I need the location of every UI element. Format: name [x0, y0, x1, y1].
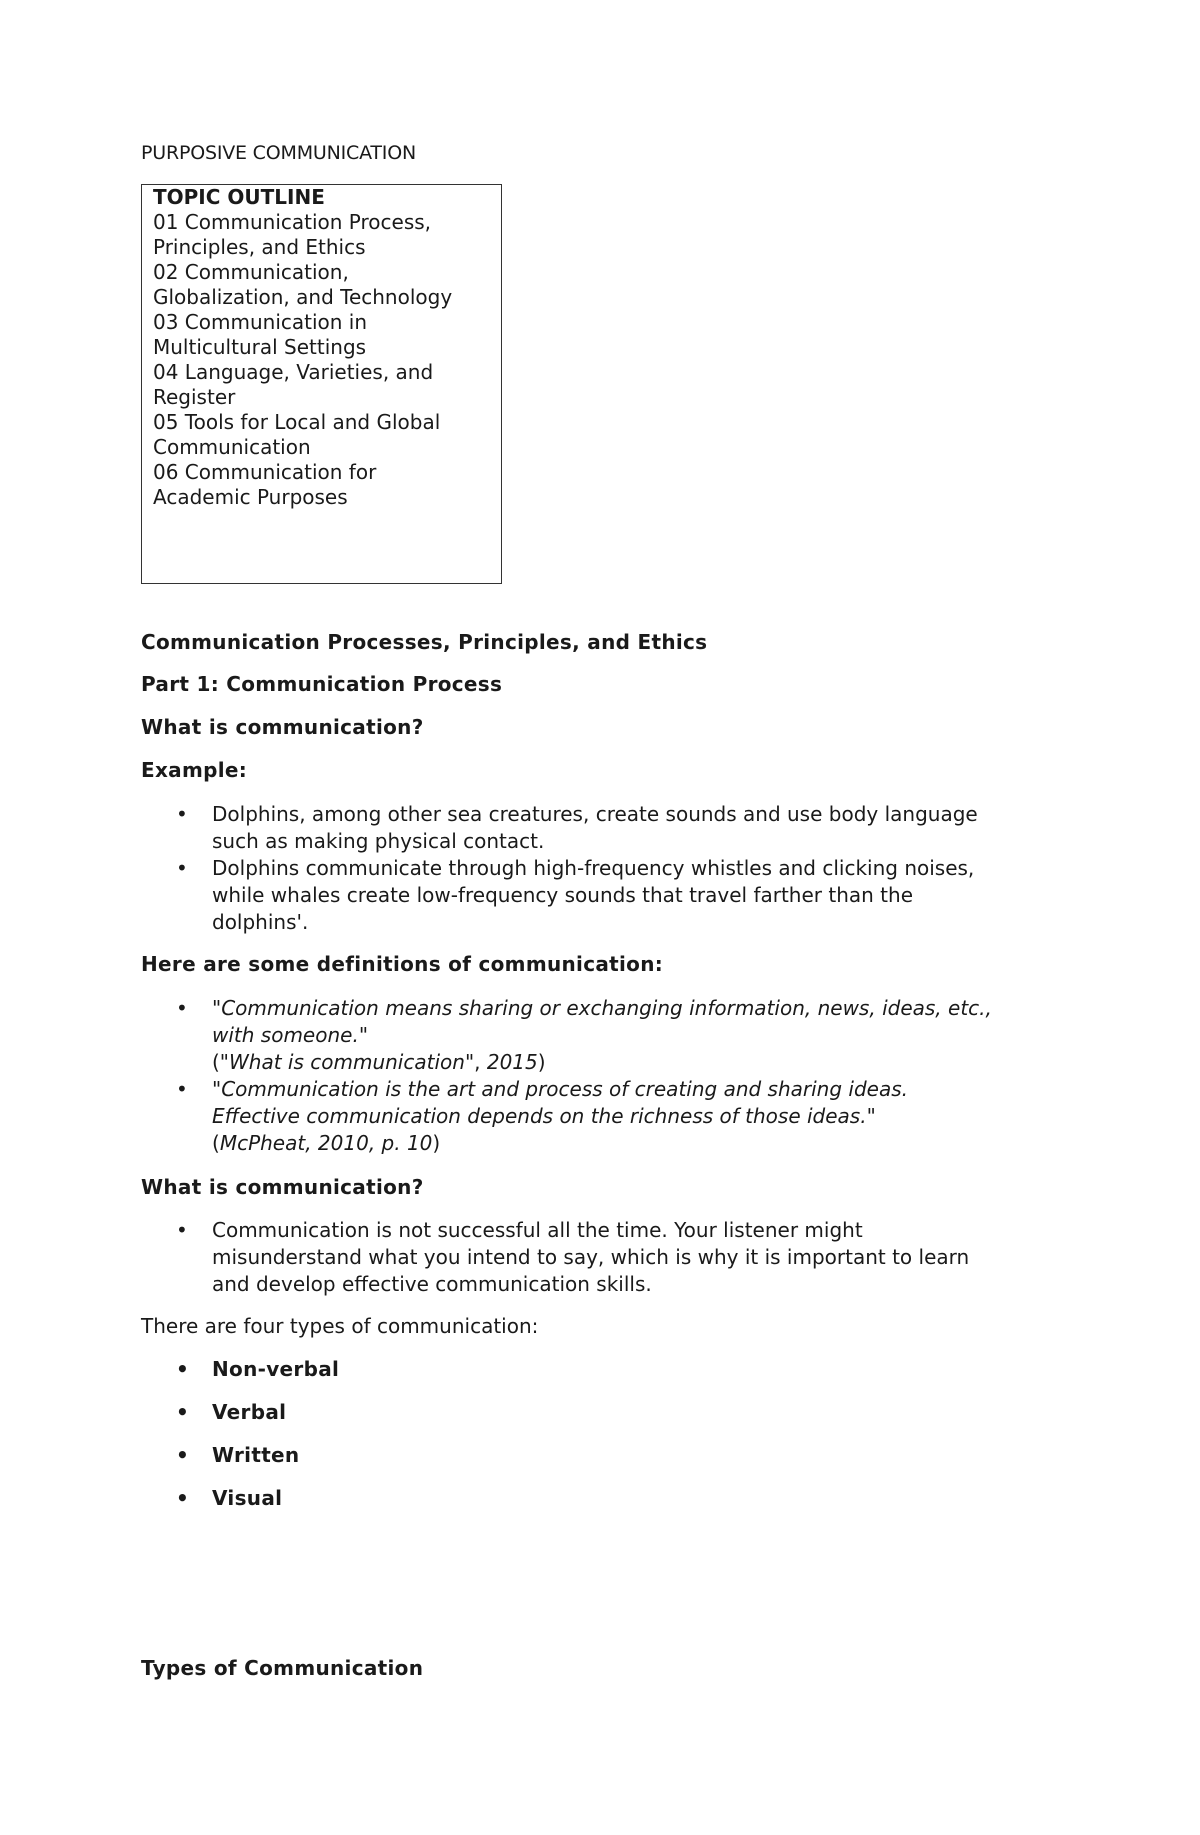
quote-mark: ": [212, 996, 222, 1020]
part-heading: Part 1: Communication Process: [141, 672, 503, 696]
bullet-icon: •: [176, 856, 188, 880]
definition-quote: Effective communication depends on the richness of those ideas.: [212, 1104, 867, 1128]
bullet-icon: •: [176, 1357, 190, 1381]
list-item-line: dolphins'.: [212, 910, 309, 934]
question-heading: What is communication?: [141, 715, 424, 739]
outline-line: Register: [153, 385, 236, 409]
bullet-icon: •: [176, 1400, 190, 1424]
outline-line: 02 Communication,: [153, 260, 349, 284]
bullet-icon: •: [176, 996, 188, 1020]
list-item-line: and develop effective communication skills.: [212, 1272, 652, 1296]
list-item: [141, 801, 1061, 855]
citation-year: 2015: [486, 1050, 538, 1074]
type-label: Non-verbal: [212, 1357, 340, 1381]
quote-mark: ": [358, 1023, 369, 1047]
outline-line: 06 Communication for: [153, 460, 377, 484]
list-item-line: Dolphins, among other sea creatures, create sounds and use body language: [212, 802, 978, 826]
definition-line: [212, 1103, 1061, 1130]
definitions-list: [141, 995, 1061, 1157]
list-item: [141, 995, 1061, 1076]
definition-line: [212, 1022, 1061, 1049]
bullet-icon: •: [176, 1218, 188, 1242]
type-label: Written: [212, 1443, 300, 1467]
citation-title: What is communication: [229, 1050, 465, 1074]
list-item-line: misunderstand what you intend to say, which is why it is important to learn: [212, 1245, 970, 1269]
outline-line: 05 Tools for Local and Global: [153, 410, 441, 434]
list-item: [141, 1217, 1061, 1298]
definition-line: [212, 995, 1061, 1022]
outline-line: Globalization, and Technology: [153, 285, 453, 309]
definition-citation: ("What is communication", 2015): [212, 1050, 546, 1074]
bullet-icon: •: [176, 1486, 190, 1510]
bullet-icon: •: [176, 1077, 188, 1101]
section-heading: Communication Processes, Principles, and Ethics: [141, 630, 708, 654]
document-title: PURPOSIVE COMMUNICATION: [141, 142, 416, 164]
quote-mark: ": [212, 1077, 222, 1101]
list-item: [141, 1076, 1061, 1157]
bullet-icon: •: [176, 802, 188, 826]
bullet-icon: •: [176, 1443, 190, 1467]
quote-mark: ": [866, 1104, 876, 1128]
outline-line: 03 Communication in: [153, 310, 368, 334]
definition-line: [212, 1076, 1061, 1103]
type-label: Verbal: [212, 1400, 287, 1424]
success-list: [141, 1217, 1061, 1298]
outline-line: Communication: [153, 435, 311, 459]
outline-line: 04 Language, Varieties, and: [153, 360, 434, 384]
outline-line: 01 Communication Process,: [153, 210, 432, 234]
list-item-line: such as making physical contact.: [212, 829, 545, 853]
types-heading: Types of Communication: [141, 1656, 424, 1680]
topic-outline-box: [141, 184, 502, 584]
list-item-line: Dolphins communicate through high-frequency whistles and clicking noises,: [212, 856, 975, 880]
definitions-heading: Here are some definitions of communication:: [141, 952, 664, 976]
list-item: [141, 855, 1061, 936]
citation-text: McPheat, 2010, p. 10: [219, 1131, 433, 1155]
outline-line: Academic Purposes: [153, 485, 348, 509]
types-intro: There are four types of communication:: [141, 1314, 539, 1338]
question-heading: What is communication?: [141, 1175, 424, 1199]
example-list: [141, 801, 1061, 936]
definition-citation: (McPheat, 2010, p. 10): [212, 1131, 441, 1155]
definition-quote: with someone.: [212, 1023, 359, 1047]
list-item: [141, 1485, 1061, 1512]
types-list: [141, 1356, 1061, 1528]
list-item: [141, 1399, 1061, 1426]
list-item-line: Communication is not successful all the time. Your listener might: [212, 1218, 863, 1242]
definition-quote: Communication means sharing or exchanging information, news, ideas, etc.,: [221, 996, 992, 1020]
outline-line: Principles, and Ethics: [153, 235, 366, 259]
example-label: Example:: [141, 758, 248, 782]
outline-line: Multicultural Settings: [153, 335, 367, 359]
type-label: Visual: [212, 1486, 283, 1510]
list-item: [141, 1356, 1061, 1383]
list-item-line: while whales create low-frequency sounds that travel farther than the: [212, 883, 913, 907]
list-item: [141, 1442, 1061, 1469]
definition-quote: Communication is the art and process of creating and sharing ideas.: [221, 1077, 908, 1101]
topic-outline-heading: TOPIC OUTLINE: [153, 185, 325, 209]
